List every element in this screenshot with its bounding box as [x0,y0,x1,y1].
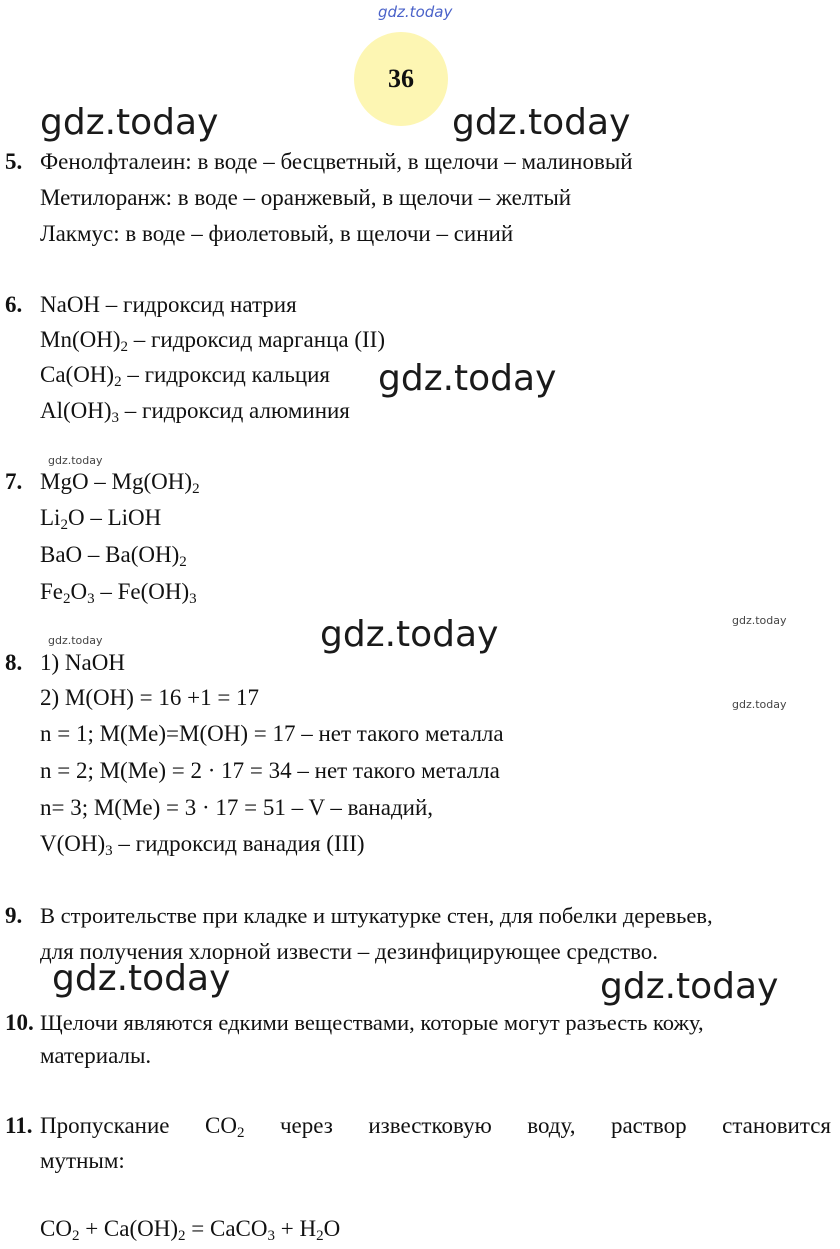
answer-line: $Al(OH)_3$ – гидроксид алюминия [40,398,350,426]
answer-line: NaOH – гидроксид натрия [40,292,297,317]
answer-line: n= 3; M(Me) = 3 · 17 = 51 – V – ванадий, [40,795,434,820]
answer-line: $V(OH)_3$ – гидроксид ванадия (III) [40,831,365,859]
question-number: 7. [5,469,23,494]
answer-line: для получения хлорной извести – дезинфицирующее средство. [40,939,659,964]
answer-line: Метилоранж: в воде – оранжевый, в щелочи – желтый [40,185,572,210]
watermark: gdz.today [378,358,557,399]
question-number: 8. [5,650,23,675]
answer-line: Пропускание $CO_2$ через известковую воду, раствор становится [40,1113,831,1141]
answer-line: материалы. [40,1043,152,1068]
watermark: gdz.today [52,958,231,999]
watermark: gdz.today [600,966,779,1007]
watermark: gdz.today [40,102,219,143]
answer-line: $Mn(OH)_2$ – гидроксид марганца (II) [40,327,385,355]
watermark-small: gdz.today [732,614,787,627]
answer-line: n = 2; M(Me) = 2 · 17 = 34 – нет такого металла [40,758,500,783]
answer-line: 1) NaOH [40,650,125,675]
answer-line: $Ca(OH)_2$ – гидроксид кальция [40,362,331,390]
watermark-small: gdz.today [48,634,103,647]
watermark: gdz.today [320,614,499,655]
answer-line: 2) M(OH) = 16 +1 = 17 [40,685,260,710]
answer-line: MgO – $Mg(OH)_2$ [40,469,200,497]
watermark: gdz.today [452,102,631,143]
question-number: 11. [5,1113,33,1138]
answer-line: Щелочи являются едкими веществами, которые могут разъесть кожу, [40,1010,704,1035]
page-number: 36 [388,64,414,93]
answer-line: мутным: [40,1148,125,1173]
watermark-small: gdz.today [48,454,103,467]
answer-line: $Fe_2O_3 - Fe(OH)_3$ [40,579,197,607]
question-number: 10. [5,1010,34,1035]
answer-line: $Li_2O$ – LiOH [40,505,162,533]
question-number: 9. [5,903,23,928]
answer-line: В строительстве при кладке и штукатурке стен, для побелки деревьев, [40,903,713,928]
watermark-top: gdz.today [378,3,453,21]
answer-line: n = 1; M(Me)=M(OH) = 17 – нет такого металла [40,721,504,746]
answer-line: BaO – $Ba(OH)_2$ [40,542,187,570]
equation: $CO_2 + Ca(OH)_2$ = CaCO$_3$ + $H_2O$ [40,1216,341,1244]
watermark-small: gdz.today [732,698,787,711]
answer-line: Фенолфталеин: в воде – бесцветный, в щелочи – малиновый [40,149,633,174]
page-number-badge [354,32,448,126]
answer-line: Лакмус: в воде – фиолетовый, в щелочи – синий [40,221,514,246]
question-number: 6. [5,292,23,317]
question-number: 5. [5,149,23,174]
